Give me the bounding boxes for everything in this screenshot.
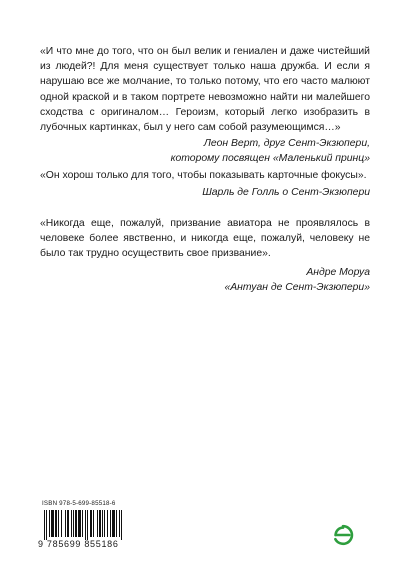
barcode-bar [58,510,59,537]
quote-attribution-line: «Антуан де Сент-Экзюпери» [224,281,370,293]
barcode-bar [112,510,115,537]
eksmo-e-logo-icon [332,524,354,546]
quote-de-gaulle [40,168,370,200]
barcode-bar [90,510,92,537]
isbn-label: ISBN 978-5-699-85518-6 [42,500,116,507]
barcode-bar [97,510,98,537]
barcode-bar [46,510,47,540]
barcode-bar [67,510,69,537]
quote-text: «И что мне до того, что он был велик и гениален и даже чистейший из людей?! Для меня существует только наша дружба. И если я нарушаю все же молчание, то только потому, что его часто малюют одной краской и в таком портрете невозможно найти ни малейшего сходства с оригиналом… Героизм, который легко изобразить в лубочных картинках, был у него сам собой разумеющимся…» [40,46,370,134]
barcode-bar [99,510,101,537]
barcode-bar [73,510,74,537]
barcode-bar [93,510,94,537]
barcode-bar [102,510,103,537]
quote-text: «Он хорош только для того, чтобы показывать карточные фокусы». [40,170,367,181]
barcode-bar [110,510,111,537]
barcode-bar [75,510,77,537]
barcode-bar [85,510,86,540]
quote-attribution-line: Леон Верт, друг Сент-Экзюпери, [203,138,370,150]
barcode-bar [55,510,57,537]
barcode-bar [104,510,105,537]
barcode-digits: 9 785699 855186 [38,539,119,549]
barcode-bar [107,510,108,537]
barcode-bar [78,510,81,537]
barcode-bar [82,510,83,537]
quote-attribution-line: Андре Моруа [306,266,370,278]
barcode-bar [44,510,45,540]
barcode-bar [121,510,122,540]
quote-attribution-line: которому посвящен «Маленький принц» [170,153,370,165]
isbn-barcode [38,500,144,550]
barcode-bars [44,510,142,540]
quote-attribution-line: Шарль де Голль о Сент-Экзюпери [202,187,370,199]
barcode-bar [87,510,88,540]
quote-text: «Никогда еще, пожалуй, призвание авиатора не проявлялось в человеке более явственно, и никогда еще, пожалуй, человеку не было так трудно осуществить свое призвание». [40,218,370,260]
quote-maurois [40,216,370,295]
barcode-bar [49,510,50,537]
barcode-bar [61,510,62,537]
barcode-bar [116,510,117,537]
barcode-bar [51,510,54,537]
quote-leon-werth [40,44,370,166]
barcode-bar [65,510,66,537]
barcode-bar [71,510,72,537]
barcode-bar [119,510,120,537]
